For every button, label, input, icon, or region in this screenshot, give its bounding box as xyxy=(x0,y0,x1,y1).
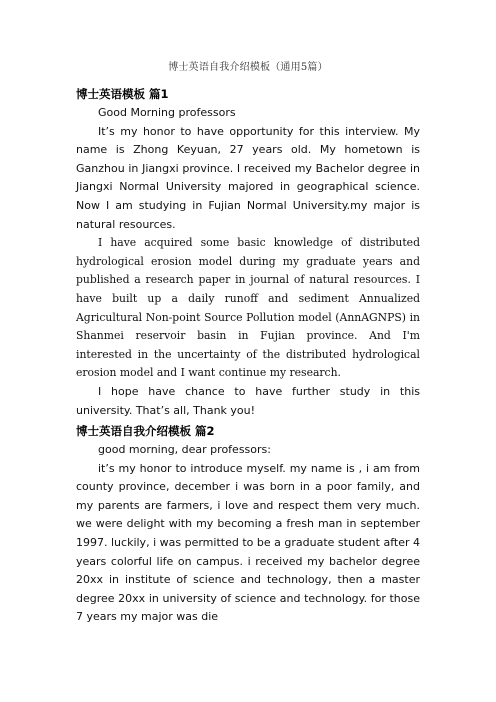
greeting-paragraph: good morning, dear professors: xyxy=(98,443,271,457)
body-paragraph: It’s my honor to have opportunity for this interview. My name is Zhong Keyuan, 27 years old. My hometown is Ganzhou in Jiangxi province. I received my Bachelor degree in Jiangxi Normal University majored in geographical science. Now I am studying in Fujian Normal University.my major is natural resources. xyxy=(76,124,420,231)
section-title-1: 博士英语模板 篇1 xyxy=(76,87,169,101)
greeting-paragraph: Good Morning professors xyxy=(98,106,236,119)
section-title-2: 博士英语自我介绍模板 篇2 xyxy=(76,424,215,439)
document-header: 博士英语自我介绍模板（通用5篇） xyxy=(168,62,328,73)
body-paragraph: I have acquired some basic knowledge of distributed hydrological erosion model during my graduate years and published a research paper in journal of natural resources. I have built up a daily runoff and sediment Annualized Agricultural Non-point Source Pollution model (AnnAGNPS) in Shanmei reservoir basin in Fujian province. And I'm interested in the uncertainty of the distributed hydrological erosion model and I want continue my research. xyxy=(76,236,420,380)
body-paragraph: it’s my honor to introduce myself. my name is , i am from county province, december i was born in a poor family, and my parents are farmers, i love and respect them very much. we were delight with my becoming a fresh man in september 1997. luckily, i was permitted to be a graduate student after 4 years colorful life on campus. i received my bachelor degree 20xx in institute of science and technology, then a master degree 20xx in university of science and technology. for those 7 years my major was die xyxy=(76,461,420,624)
body-paragraph: I hope have chance to have further study in this university. That’s all, Thank you! xyxy=(76,384,420,417)
document-body xyxy=(76,83,420,627)
